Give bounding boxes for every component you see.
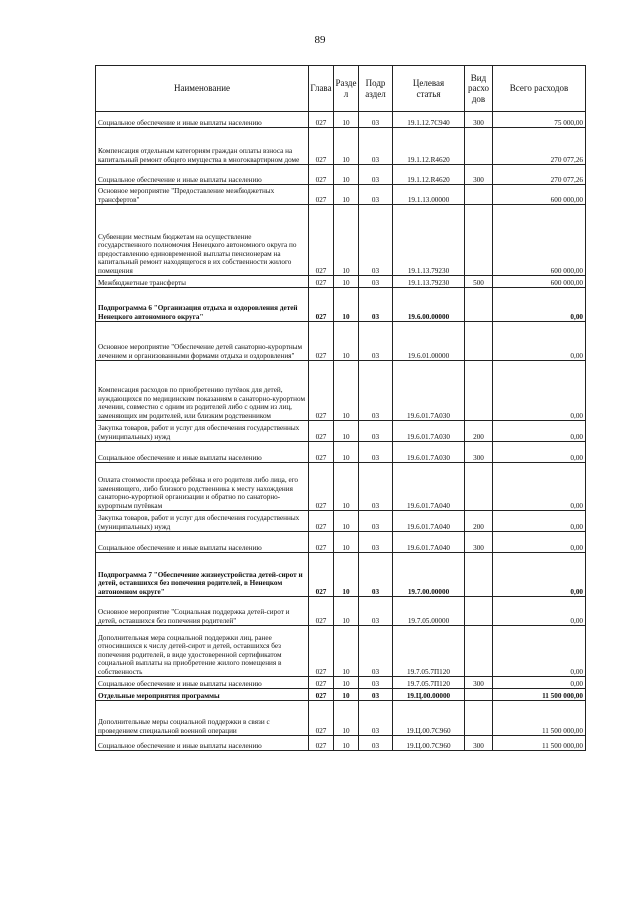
row-name: Подпрограмма 6 "Организация отдыха и оздоровления детей Ненецкого автономного округа" xyxy=(96,288,309,322)
row-total: 0,00 xyxy=(493,626,586,677)
row-target: 19.1.13.79230 xyxy=(393,276,465,288)
row-total: 600 000,00 xyxy=(493,205,586,276)
row-section: 10 xyxy=(334,736,359,751)
header-chapter: Глава xyxy=(309,66,334,112)
table-row xyxy=(96,626,586,677)
table-row xyxy=(96,553,586,597)
table-row xyxy=(96,677,586,689)
row-total: 0,00 xyxy=(493,361,586,421)
row-target: 19.1.13.79230 xyxy=(393,205,465,276)
row-expense-type xyxy=(465,689,493,701)
row-name: Закупка товаров, работ и услуг для обеспечения государственных (муниципальных) нужд xyxy=(96,421,309,442)
row-section: 10 xyxy=(334,689,359,701)
row-section: 10 xyxy=(334,626,359,677)
row-expense-type xyxy=(465,185,493,205)
row-total: 11 500 000,00 xyxy=(493,736,586,751)
row-expense-type xyxy=(465,128,493,165)
row-total: 0,00 xyxy=(493,421,586,442)
row-total: 0,00 xyxy=(493,442,586,463)
row-subsection: 03 xyxy=(359,288,393,322)
row-expense-type xyxy=(465,463,493,511)
row-expense-type xyxy=(465,288,493,322)
row-section: 10 xyxy=(334,322,359,361)
row-target: 19.Ц.00.00000 xyxy=(393,689,465,701)
row-target: 19.7.05.00000 xyxy=(393,597,465,626)
row-subsection: 03 xyxy=(359,677,393,689)
row-expense-type: 500 xyxy=(465,276,493,288)
row-chapter: 027 xyxy=(309,322,334,361)
row-name: Основное мероприятие "Предоставление межбюджетных трансфертов" xyxy=(96,185,309,205)
row-chapter: 027 xyxy=(309,463,334,511)
row-section: 10 xyxy=(334,597,359,626)
row-chapter: 027 xyxy=(309,165,334,185)
row-subsection: 03 xyxy=(359,597,393,626)
row-section: 10 xyxy=(334,701,359,736)
row-expense-type: 300 xyxy=(465,736,493,751)
table-row xyxy=(96,185,586,205)
row-target: 19.6.01.7А030 xyxy=(393,421,465,442)
row-total: 11 500 000,00 xyxy=(493,689,586,701)
row-target: 19.6.01.7А040 xyxy=(393,532,465,553)
row-chapter: 027 xyxy=(309,112,334,128)
row-total: 270 077,26 xyxy=(493,128,586,165)
row-chapter: 027 xyxy=(309,128,334,165)
row-total: 600 000,00 xyxy=(493,185,586,205)
table-row xyxy=(96,128,586,165)
row-name: Межбюджетные трансферты xyxy=(96,276,309,288)
row-chapter: 027 xyxy=(309,553,334,597)
table-row xyxy=(96,736,586,751)
row-target: 19.1.13.00000 xyxy=(393,185,465,205)
row-name: Оплата стоимости проезда ребёнка и его родителя либо лица, его заменяющего, либо близкого родственника к месту нахождения санаторно-курортной организации и обратно по санаторно-курортным путёвкам xyxy=(96,463,309,511)
row-expense-type xyxy=(465,597,493,626)
row-name: Закупка товаров, работ и услуг для обеспечения государственных (муниципальных) нужд xyxy=(96,511,309,532)
row-total: 0,00 xyxy=(493,677,586,689)
row-target: 19.7.05.7П120 xyxy=(393,626,465,677)
row-subsection: 03 xyxy=(359,361,393,421)
row-section: 10 xyxy=(334,532,359,553)
row-subsection: 03 xyxy=(359,421,393,442)
table-row xyxy=(96,442,586,463)
row-name: Компенсация отдельным категориям граждан оплаты взноса на капитальный ремонт общего имущества в многоквартирном доме xyxy=(96,128,309,165)
row-total: 0,00 xyxy=(493,511,586,532)
row-target: 19.6.01.00000 xyxy=(393,322,465,361)
row-section: 10 xyxy=(334,205,359,276)
row-expense-type: 300 xyxy=(465,165,493,185)
row-total: 75 000,00 xyxy=(493,112,586,128)
table-row xyxy=(96,361,586,421)
row-target: 19.6.01.7А040 xyxy=(393,463,465,511)
table-row xyxy=(96,701,586,736)
table-row xyxy=(96,165,586,185)
table-row xyxy=(96,421,586,442)
table-row xyxy=(96,597,586,626)
row-total: 0,00 xyxy=(493,288,586,322)
row-target: 19.6.01.7А040 xyxy=(393,511,465,532)
row-section: 10 xyxy=(334,276,359,288)
row-subsection: 03 xyxy=(359,701,393,736)
header-section: Разде л xyxy=(334,66,359,112)
row-name: Основное мероприятие "Обеспечение детей санаторно-курортным лечением и организованными формами отдыха и оздоровления" xyxy=(96,322,309,361)
row-chapter: 027 xyxy=(309,736,334,751)
row-name: Основное мероприятие "Социальная поддержка детей-сирот и детей, оставшихся без попечения родителей" xyxy=(96,597,309,626)
row-subsection: 03 xyxy=(359,165,393,185)
row-expense-type xyxy=(465,553,493,597)
row-section: 10 xyxy=(334,553,359,597)
row-chapter: 027 xyxy=(309,689,334,701)
row-chapter: 027 xyxy=(309,361,334,421)
row-section: 10 xyxy=(334,677,359,689)
row-subsection: 03 xyxy=(359,553,393,597)
table-row xyxy=(96,112,586,128)
row-subsection: 03 xyxy=(359,463,393,511)
row-chapter: 027 xyxy=(309,701,334,736)
row-name: Социальное обеспечение и иные выплаты населению xyxy=(96,112,309,128)
row-expense-type xyxy=(465,361,493,421)
row-name: Социальное обеспечение и иные выплаты населению xyxy=(96,532,309,553)
row-subsection: 03 xyxy=(359,322,393,361)
row-expense-type: 200 xyxy=(465,511,493,532)
row-expense-type xyxy=(465,205,493,276)
row-chapter: 027 xyxy=(309,597,334,626)
row-name: Социальное обеспечение и иные выплаты населению xyxy=(96,165,309,185)
row-subsection: 03 xyxy=(359,276,393,288)
row-name: Подпрограмма 7 "Обеспечение жизнеустройства детей-сирот и детей, оставшихся без попечения родителей, в Ненецком автономном округе" xyxy=(96,553,309,597)
row-name: Социальное обеспечение и иные выплаты населению xyxy=(96,442,309,463)
row-section: 10 xyxy=(334,288,359,322)
row-chapter: 027 xyxy=(309,205,334,276)
row-subsection: 03 xyxy=(359,511,393,532)
table-row xyxy=(96,288,586,322)
row-target: 19.1.12.7С940 xyxy=(393,112,465,128)
row-chapter: 027 xyxy=(309,532,334,553)
row-total: 0,00 xyxy=(493,322,586,361)
header-row xyxy=(96,66,586,112)
table-row xyxy=(96,322,586,361)
table-row xyxy=(96,689,586,701)
row-section: 10 xyxy=(334,128,359,165)
row-chapter: 027 xyxy=(309,276,334,288)
page-number: 89 xyxy=(314,34,326,46)
table-row xyxy=(96,532,586,553)
row-name: Компенсация расходов по приобретению путёвок для детей, нуждающихся по медицинским показаниям в санаторно-курортном лечении, совместно с одним из родителей либо с одним из лиц, заменяющих им родителей, или близким родственником xyxy=(96,361,309,421)
row-total: 600 000,00 xyxy=(493,276,586,288)
row-section: 10 xyxy=(334,112,359,128)
header-name: Наименование xyxy=(96,66,309,112)
row-chapter: 027 xyxy=(309,677,334,689)
row-expense-type: 300 xyxy=(465,112,493,128)
row-subsection: 03 xyxy=(359,532,393,553)
row-target: 19.7.00.00000 xyxy=(393,553,465,597)
row-expense-type xyxy=(465,322,493,361)
row-expense-type: 300 xyxy=(465,677,493,689)
table-row xyxy=(96,205,586,276)
row-target: 19.7.05.7П120 xyxy=(393,677,465,689)
expenses-table xyxy=(95,65,586,751)
row-subsection: 03 xyxy=(359,112,393,128)
row-target: 19.Ц.00.7С960 xyxy=(393,736,465,751)
row-target: 19.6.01.7А030 xyxy=(393,442,465,463)
row-section: 10 xyxy=(334,185,359,205)
row-total: 0,00 xyxy=(493,463,586,511)
row-target: 19.6.01.7А030 xyxy=(393,361,465,421)
row-target: 19.6.00.00000 xyxy=(393,288,465,322)
table-row xyxy=(96,511,586,532)
row-expense-type xyxy=(465,701,493,736)
row-subsection: 03 xyxy=(359,442,393,463)
row-chapter: 027 xyxy=(309,288,334,322)
row-expense-type xyxy=(465,626,493,677)
row-subsection: 03 xyxy=(359,689,393,701)
row-chapter: 027 xyxy=(309,185,334,205)
row-total: 0,00 xyxy=(493,532,586,553)
header-subsection: Подр аздел xyxy=(359,66,393,112)
row-name: Дополнительные меры социальной поддержки в связи с проведением специальной военной операции xyxy=(96,701,309,736)
row-chapter: 027 xyxy=(309,442,334,463)
row-name: Дополнительная мера социальной поддержки лиц, ранее относившихся к числу детей-сирот и детей, оставшихся без попечения родителей, в виде удостоверенной сертификатом социальной выплаты на приобретение жилого помещения в собственность xyxy=(96,626,309,677)
row-total: 0,00 xyxy=(493,553,586,597)
row-section: 10 xyxy=(334,442,359,463)
row-subsection: 03 xyxy=(359,736,393,751)
row-total: 11 500 000,00 xyxy=(493,701,586,736)
row-subsection: 03 xyxy=(359,205,393,276)
row-total: 0,00 xyxy=(493,597,586,626)
row-subsection: 03 xyxy=(359,185,393,205)
row-expense-type: 300 xyxy=(465,442,493,463)
row-target: 19.Ц.00.7С960 xyxy=(393,701,465,736)
row-target: 19.1.12.R4620 xyxy=(393,128,465,165)
row-subsection: 03 xyxy=(359,626,393,677)
row-section: 10 xyxy=(334,421,359,442)
row-name: Социальное обеспечение и иные выплаты населению xyxy=(96,736,309,751)
row-section: 10 xyxy=(334,165,359,185)
row-section: 10 xyxy=(334,463,359,511)
row-section: 10 xyxy=(334,361,359,421)
row-section: 10 xyxy=(334,511,359,532)
header-target: Целевая статья xyxy=(393,66,465,112)
row-expense-type: 200 xyxy=(465,421,493,442)
row-subsection: 03 xyxy=(359,128,393,165)
row-target: 19.1.12.R4620 xyxy=(393,165,465,185)
row-total: 270 077,26 xyxy=(493,165,586,185)
table-row xyxy=(96,276,586,288)
row-chapter: 027 xyxy=(309,626,334,677)
row-chapter: 027 xyxy=(309,511,334,532)
row-expense-type: 300 xyxy=(465,532,493,553)
row-chapter: 027 xyxy=(309,421,334,442)
row-name: Субвенции местным бюджетам на осуществление государственного полномочия Ненецкого автономного округа по предоставлению единовременной выплаты пенсионерам на капитальный ремонт находящегося в их собственности жилого помещения xyxy=(96,205,309,276)
row-name: Отдельные мероприятия программы xyxy=(96,689,309,701)
row-name: Социальное обеспечение и иные выплаты населению xyxy=(96,677,309,689)
table-row xyxy=(96,463,586,511)
header-total: Всего расходов xyxy=(493,66,586,112)
header-expense-type: Вид расхо дов xyxy=(465,66,493,112)
